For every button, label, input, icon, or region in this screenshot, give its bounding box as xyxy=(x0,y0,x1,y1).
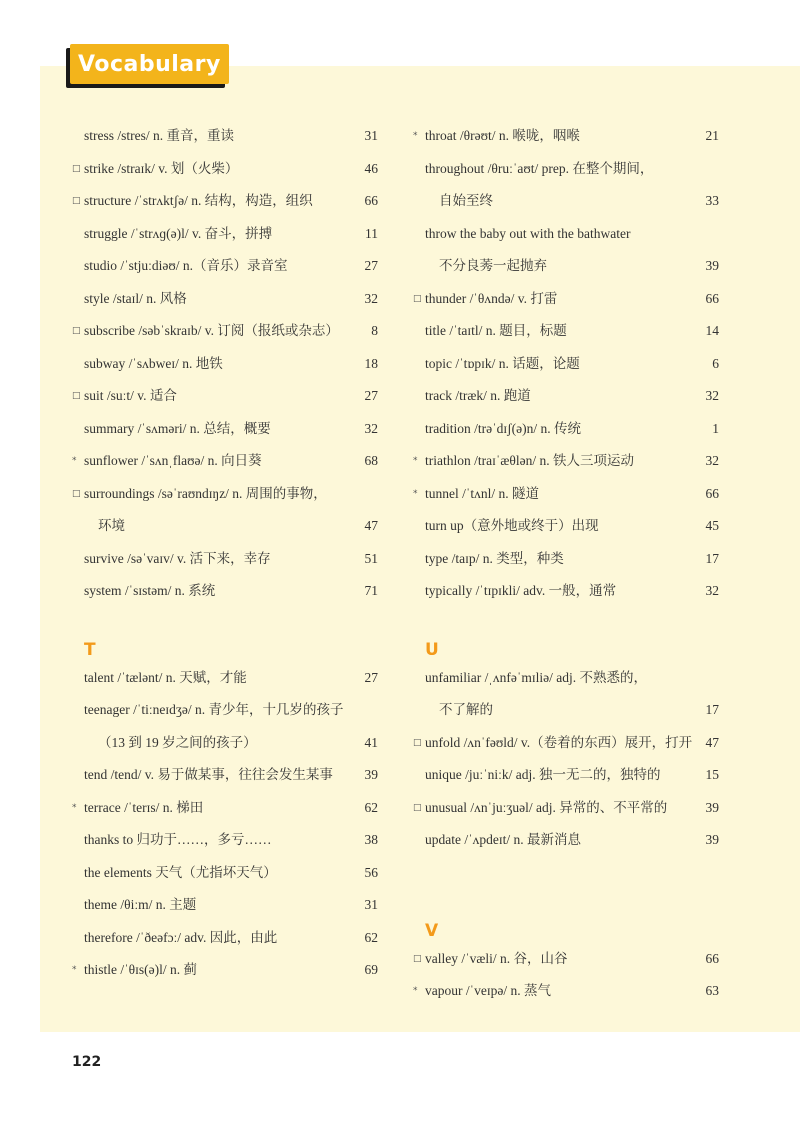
section-letter-t-text: T xyxy=(84,639,96,660)
vocab-entry xyxy=(76,283,378,316)
vocab-entry-page: 39 xyxy=(705,832,719,847)
vocab-entry xyxy=(417,153,719,186)
square-marker-icon: □ xyxy=(413,802,422,813)
vocab-entry xyxy=(76,922,378,955)
vocab-entry-page: 31 xyxy=(364,128,378,143)
vocab-entry xyxy=(417,348,719,381)
vocab-entry-page: 51 xyxy=(364,550,378,566)
vocab-entry-text: track /træk/ n. 跑道 xyxy=(425,388,531,403)
right-v-list xyxy=(413,943,719,1008)
vocab-entry-page: 39 xyxy=(364,767,378,782)
vocab-entry xyxy=(76,413,378,446)
vocab-entry xyxy=(76,857,378,890)
square-marker-icon: □ xyxy=(72,326,81,336)
vocab-entry-text: strike /straɪk/ v. 划（火柴） xyxy=(84,160,239,176)
vocab-entry xyxy=(76,120,378,153)
vocab-entry xyxy=(76,510,378,543)
vocab-entry xyxy=(413,792,719,825)
vocab-entry xyxy=(72,954,378,987)
vocab-entry-page: 31 xyxy=(364,897,378,912)
vocab-entry-page: 8 xyxy=(371,323,378,338)
vocab-entry-page: 56 xyxy=(364,864,378,880)
vocab-entry-text: stress /stres/ n. 重音，重读 xyxy=(84,128,234,143)
vocab-entry xyxy=(417,185,719,218)
vocab-entry-page: 68 xyxy=(364,453,378,468)
vocab-entry-text: surroundings /səˈraʊndɪŋz/ n. 周围的事物， xyxy=(84,485,327,501)
vocab-entry-text: throughout /θruːˈaʊt/ prep. 在整个期间， xyxy=(425,160,654,176)
vocab-entry xyxy=(417,759,719,792)
vocab-entry-page: 39 xyxy=(705,799,719,815)
vocab-entry-text: update /ˈʌpdeɪt/ n. 最新消息 xyxy=(425,832,581,847)
vocab-entry xyxy=(76,727,378,760)
left-t-list xyxy=(72,662,378,987)
vocab-entry-text: unique /juːˈniːk/ adj. 独一无二的，独特的 xyxy=(425,767,661,782)
vocab-entry-page: 33 xyxy=(705,193,719,208)
vocab-entry-page: 47 xyxy=(705,734,719,750)
vocab-entry-text: 环境 xyxy=(98,518,125,533)
vocab-entry-page: 47 xyxy=(364,518,378,533)
vocab-entry-page: 6 xyxy=(712,355,719,371)
vocab-entry-text: （13 到 19 岁之间的孩子） xyxy=(98,734,257,750)
vocab-entry-page: 32 xyxy=(705,453,719,468)
vocab-entry-page: 11 xyxy=(365,225,378,241)
vocab-entry-text: style /staɪl/ n. 风格 xyxy=(84,290,187,306)
vocab-entry xyxy=(417,315,719,348)
vocab-entry-text: unfamiliar /ˌʌnfəˈmɪliə/ adj. 不熟悉的， xyxy=(425,669,647,685)
vocab-entry xyxy=(76,824,378,857)
vocab-entry-text: structure /ˈstrʌktʃə/ n. 结构，构造，组织 xyxy=(84,193,313,208)
asterisk-marker-icon: * xyxy=(72,965,77,975)
vocab-entry xyxy=(417,694,719,727)
vocab-entry-text: talent /ˈtælənt/ n. 天赋，才能 xyxy=(84,669,247,685)
vocab-entry-text: theme /θiːm/ n. 主题 xyxy=(84,897,197,912)
vocab-entry-page: 63 xyxy=(705,983,719,998)
vocab-entry-text: title /ˈtaɪtl/ n. 题目，标题 xyxy=(425,323,567,338)
vocab-entry xyxy=(417,824,719,857)
vocabulary-title-badge xyxy=(70,44,229,84)
square-marker-icon: □ xyxy=(72,196,81,206)
vocab-entry-text: turn up（意外地或终于）出现 xyxy=(425,518,599,533)
vocab-entry-text: struggle /ˈstrʌɡ(ə)l/ v. 奋斗，拼搏 xyxy=(84,225,273,241)
vocab-entry-text: triathlon /traɪˈæθlən/ n. 铁人三项运动 xyxy=(425,453,634,468)
vocab-entry xyxy=(76,543,378,576)
vocab-entry-text: 不分良莠一起抛弃 xyxy=(439,258,547,273)
vocab-entry xyxy=(417,575,719,608)
vocab-entry-text: unfold /ʌnˈfəʊld/ v.（卷着的东西）展开，打开 xyxy=(425,734,693,750)
vocab-entry-page: 66 xyxy=(364,193,378,208)
vocab-entry xyxy=(413,478,719,511)
vocab-entry xyxy=(72,185,378,218)
vocab-entry-page: 62 xyxy=(364,799,378,815)
vocab-entry xyxy=(76,694,378,727)
vocab-entry-page: 39 xyxy=(705,258,719,273)
vocab-entry-text: type /taɪp/ n. 类型，种类 xyxy=(425,550,564,566)
asterisk-marker-icon: * xyxy=(413,986,418,996)
vocab-entry-text: tend /tend/ v. 易于做某事，往往会发生某事 xyxy=(84,767,333,782)
vocab-entry-page: 62 xyxy=(364,929,378,945)
vocab-entry xyxy=(417,662,719,695)
right-column xyxy=(413,120,719,1008)
vocab-entry xyxy=(72,153,378,186)
vocab-entry-text: typically /ˈtɪpɪkli/ adv. 一般，通常 xyxy=(425,583,617,598)
vocab-entry xyxy=(417,510,719,543)
vocab-entry-text: thunder /ˈθʌndə/ v. 打雷 xyxy=(425,290,558,306)
vocab-entry-page: 27 xyxy=(364,388,378,403)
vocab-entry-text: vapour /ˈveɪpə/ n. 蒸气 xyxy=(425,983,551,998)
vocab-entry xyxy=(413,120,719,153)
vocab-entry xyxy=(72,315,378,348)
vocab-entry-text: terrace /ˈterɪs/ n. 梯田 xyxy=(84,799,204,815)
vocab-entry-text: sunflower /ˈsʌnˌflaʊə/ n. 向日葵 xyxy=(84,453,262,468)
vocab-entry-text: thistle /ˈθɪs(ə)l/ n. 蓟 xyxy=(84,962,197,977)
vocab-entry xyxy=(417,380,719,413)
square-marker-icon: □ xyxy=(72,163,81,174)
right-t-list xyxy=(413,120,719,608)
vocab-entry xyxy=(72,445,378,478)
square-marker-icon: □ xyxy=(72,488,81,499)
asterisk-marker-icon: * xyxy=(413,488,418,499)
vocab-entry-text: subway /ˈsʌbweɪ/ n. 地铁 xyxy=(84,355,223,371)
vocab-entry-text: teenager /ˈtiːneɪdʒə/ n. 青少年，十几岁的孩子 xyxy=(84,702,344,717)
vocab-entry-page: 18 xyxy=(364,355,378,371)
left-column xyxy=(72,120,378,987)
vocab-entry xyxy=(76,575,378,608)
vocab-entry-page: 17 xyxy=(705,550,719,566)
vocab-entry-text: 自始至终 xyxy=(439,193,493,208)
vocab-entry-page: 66 xyxy=(705,290,719,306)
vocab-entry-text: survive /səˈvaɪv/ v. 活下来，幸存 xyxy=(84,550,271,566)
right-u-list xyxy=(413,662,719,857)
section-letter-v xyxy=(417,911,719,943)
vocab-entry-page: 66 xyxy=(705,950,719,966)
vocab-entry xyxy=(413,975,719,1008)
vocab-entry-page: 1 xyxy=(712,420,719,436)
square-marker-icon: □ xyxy=(413,293,422,304)
vocab-entry-text: studio /ˈstjuːdiəʊ/ n.（音乐）录音室 xyxy=(84,258,288,273)
vocab-entry-page: 46 xyxy=(364,160,378,176)
vocab-entry xyxy=(76,759,378,792)
vocab-entry-text: system /ˈsɪstəm/ n. 系统 xyxy=(84,583,216,598)
square-marker-icon: □ xyxy=(72,391,81,401)
vocab-entry-page: 32 xyxy=(364,290,378,306)
section-letter-u xyxy=(417,630,719,662)
vocab-entry-page: 32 xyxy=(364,420,378,436)
vocab-entry-page: 17 xyxy=(705,702,719,717)
vocab-entry-text: topic /ˈtɒpɪk/ n. 话题，论题 xyxy=(425,355,580,371)
vocab-entry xyxy=(76,662,378,695)
vocab-entry xyxy=(413,283,719,316)
vocab-entry-page: 27 xyxy=(364,669,378,685)
square-marker-icon: □ xyxy=(413,737,422,748)
page-number: 122 xyxy=(72,1054,102,1070)
vocab-entry-text: throat /θrəʊt/ n. 喉咙，咽喉 xyxy=(425,128,580,143)
vocab-entry xyxy=(417,543,719,576)
vocab-entry xyxy=(417,218,719,251)
section-letter-t xyxy=(76,630,378,662)
vocab-entry xyxy=(76,889,378,922)
vocab-entry xyxy=(72,478,378,511)
vocab-entry-page: 41 xyxy=(364,734,378,750)
vocab-entry-page: 71 xyxy=(364,583,378,598)
section-letter-v-text: V xyxy=(425,920,439,941)
vocab-entry-page: 32 xyxy=(705,388,719,403)
vocab-entry-page: 15 xyxy=(705,767,719,782)
vocab-entry-page: 45 xyxy=(705,518,719,533)
vocab-entry-text: tradition /trəˈdɪʃ(ə)n/ n. 传统 xyxy=(425,420,581,436)
vocab-entry-page: 14 xyxy=(705,323,719,338)
vocab-entry xyxy=(413,943,719,976)
vocab-entry xyxy=(76,250,378,283)
vocab-entry xyxy=(417,250,719,283)
vocab-entry-page: 38 xyxy=(364,832,378,847)
vocab-entry-page: 32 xyxy=(705,583,719,598)
vocab-entry-page: 66 xyxy=(705,485,719,501)
vocab-entry xyxy=(76,348,378,381)
asterisk-marker-icon: * xyxy=(413,131,418,141)
vocab-entry-text: valley /ˈvæli/ n. 谷，山谷 xyxy=(425,950,568,966)
vocab-entry xyxy=(413,445,719,478)
vocabulary-title: Vocabulary xyxy=(78,51,221,77)
vocab-entry-text: tunnel /ˈtʌnl/ n. 隧道 xyxy=(425,485,539,501)
asterisk-marker-icon: * xyxy=(413,456,418,466)
vocab-entry-text: thanks to 归功于……，多亏…… xyxy=(84,832,272,847)
vocab-entry-page: 69 xyxy=(364,962,378,977)
vocab-entry-page: 21 xyxy=(705,128,719,143)
vocab-entry-page: 27 xyxy=(364,258,378,273)
square-marker-icon: □ xyxy=(413,953,422,964)
vocab-entry-text: 不了解的 xyxy=(439,702,493,717)
vocab-entry-text: throw the baby out with the bathwater xyxy=(425,225,631,241)
vocab-entry-text: subscribe /səbˈskraɪb/ v. 订阅（报纸或杂志） xyxy=(84,323,339,338)
vocab-entry xyxy=(76,218,378,251)
vocab-entry-text: therefore /ˈðeəfɔː/ adv. 因此，由此 xyxy=(84,929,278,945)
vocab-entry xyxy=(413,727,719,760)
vocab-entry-text: summary /ˈsʌməri/ n. 总结，概要 xyxy=(84,420,271,436)
vocab-entry-text: suit /suːt/ v. 适合 xyxy=(84,388,177,403)
vocab-entry xyxy=(72,792,378,825)
vocab-entry xyxy=(72,380,378,413)
vocab-entry-text: unusual /ʌnˈjuːʒuəl/ adj. 异常的、不平常的 xyxy=(425,799,668,815)
asterisk-marker-icon: * xyxy=(72,802,77,813)
section-letter-u-text: U xyxy=(425,639,439,660)
left-s-list xyxy=(72,120,378,608)
vocab-entry-text: the elements 天气（尤指坏天气） xyxy=(84,864,277,880)
vocab-entry xyxy=(417,413,719,446)
asterisk-marker-icon: * xyxy=(72,456,77,466)
